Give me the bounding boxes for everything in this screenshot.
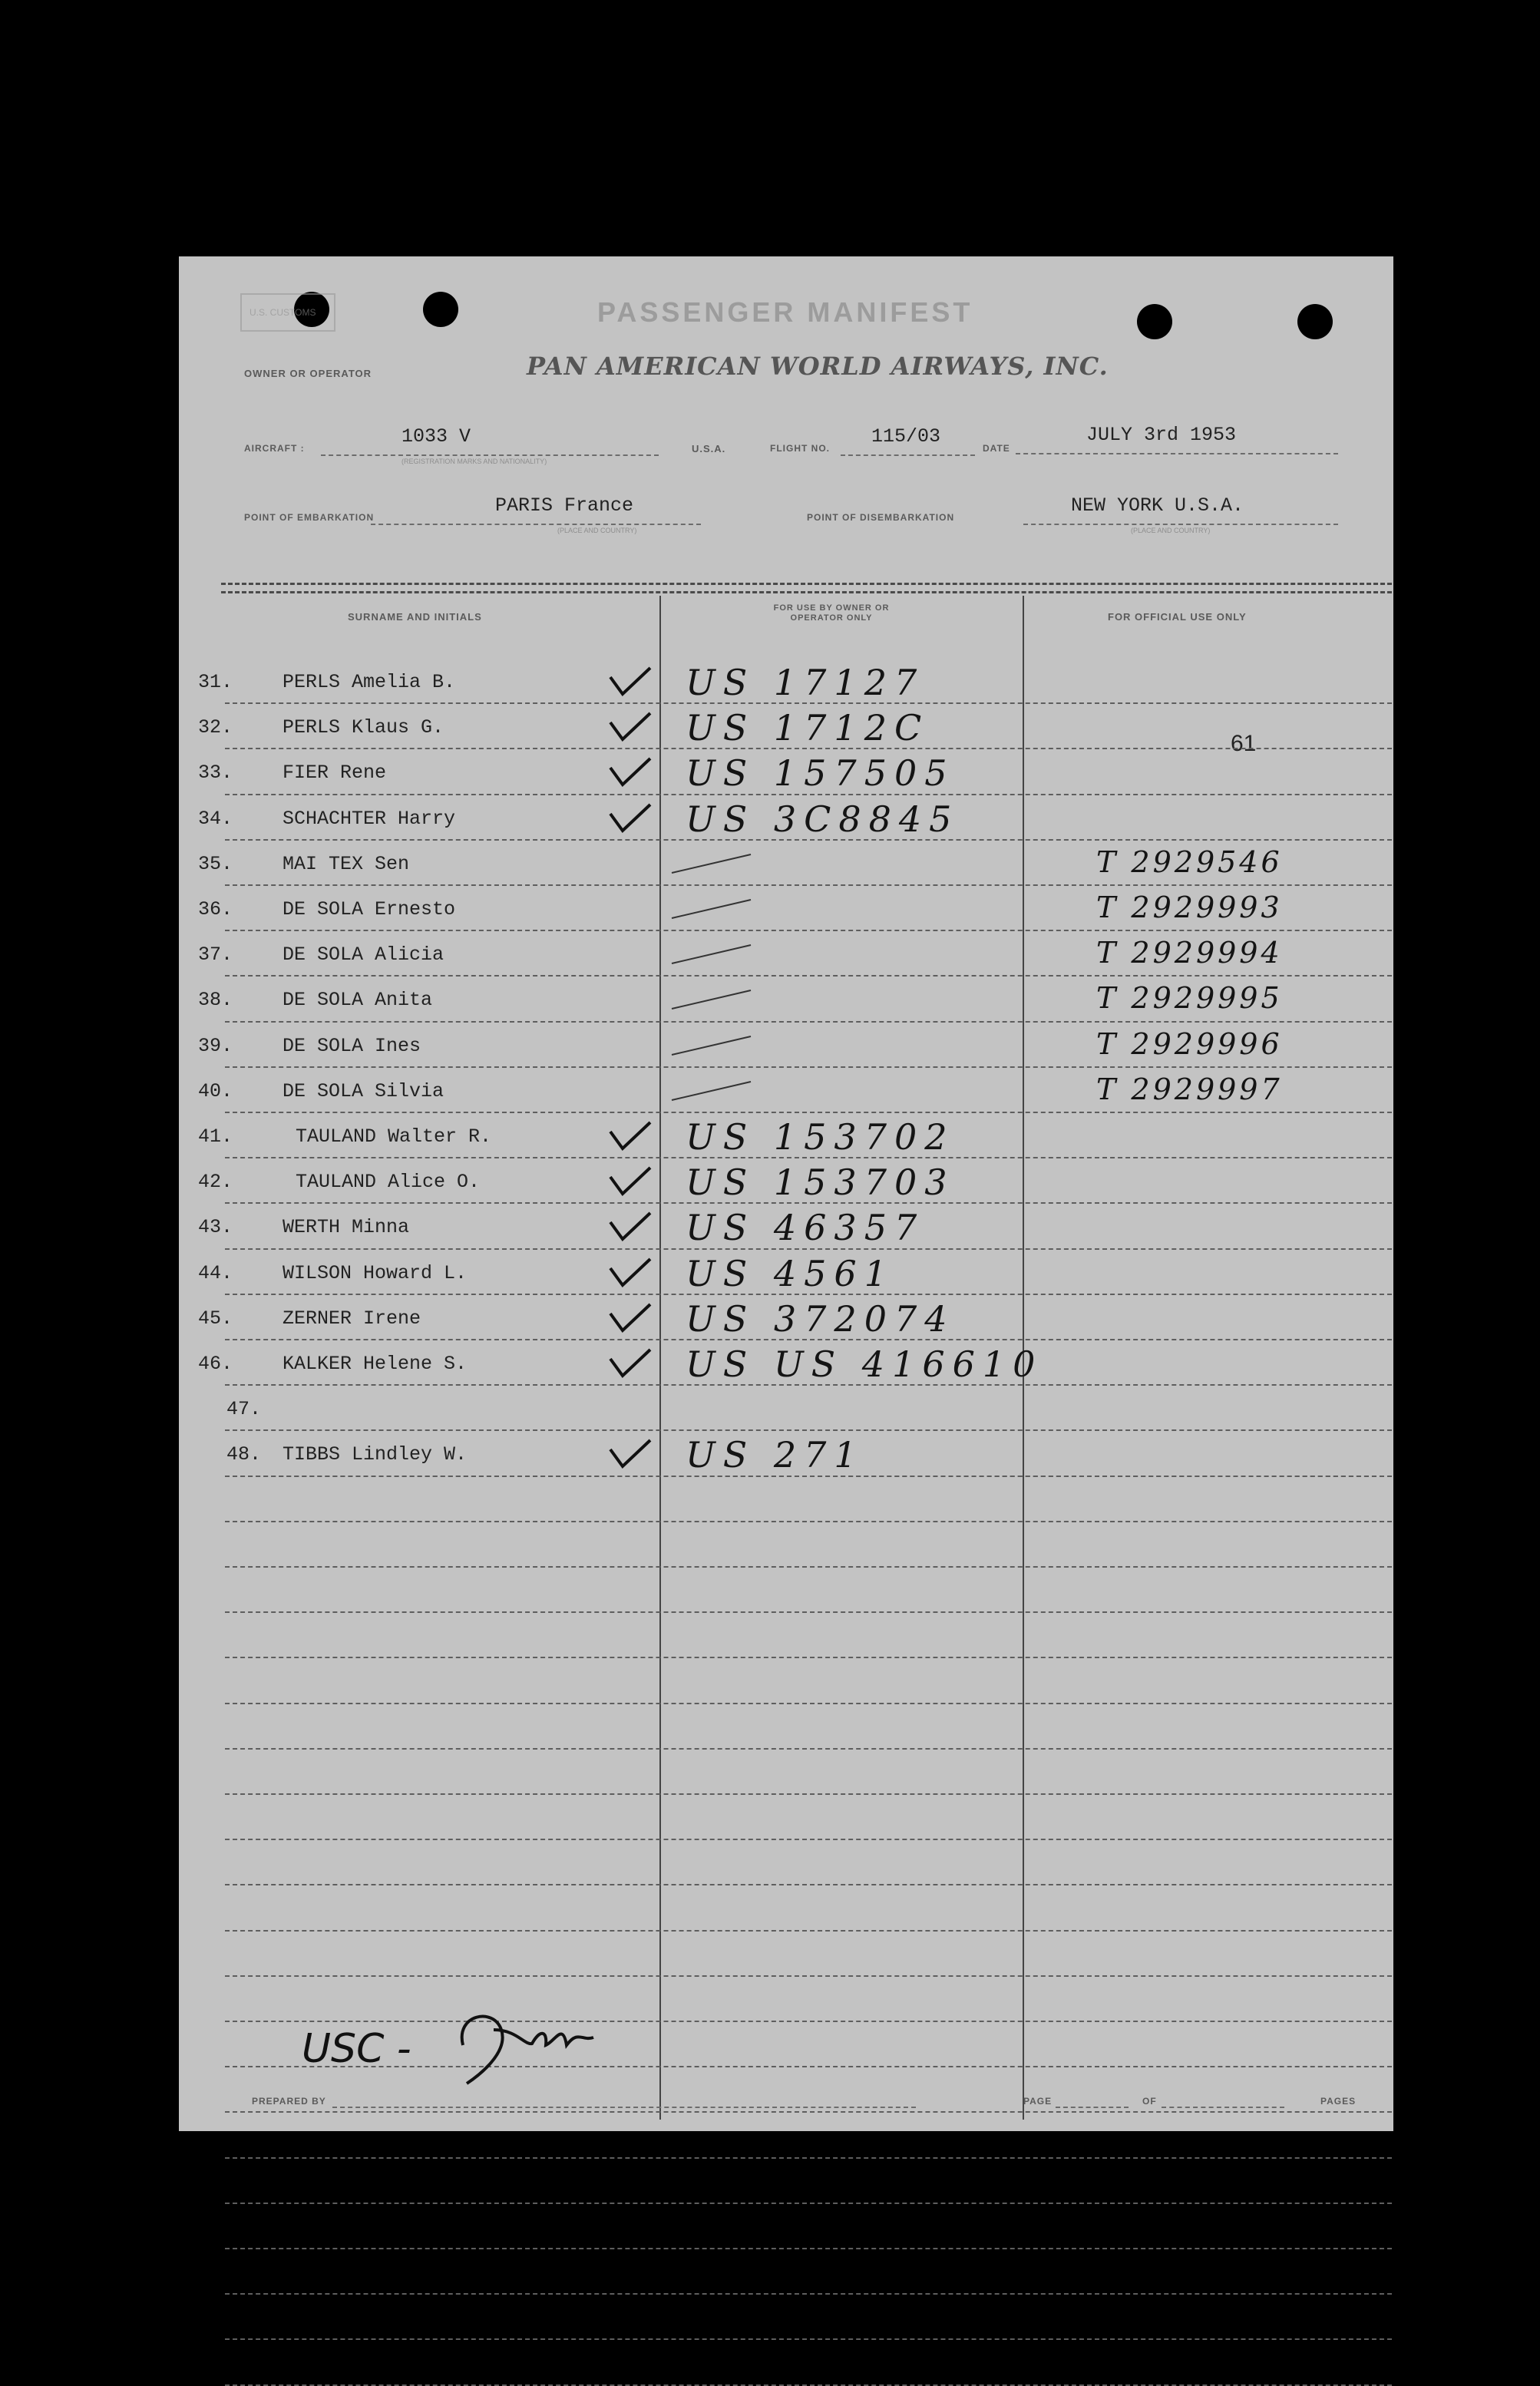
embark-label: POINT OF EMBARKATION <box>244 512 375 523</box>
owner-entry: US 271 <box>686 1434 864 1476</box>
empty-row-rule <box>225 1793 1392 1795</box>
table-row <box>179 980 1393 1025</box>
table-row <box>179 707 1393 752</box>
passenger-name: DE SOLA Silvia <box>283 1079 444 1102</box>
empty-row-rule <box>225 1930 1392 1932</box>
column-header-surname: SURNAME AND INITIALS <box>348 611 482 623</box>
table-row <box>179 1434 1393 1479</box>
aircraft-sub: (REGISTRATION MARKS AND NATIONALITY) <box>402 458 547 465</box>
of-label: OF <box>1142 2096 1157 2107</box>
flight-value: 115/03 <box>871 425 941 448</box>
passenger-name: WERTH Minna <box>283 1216 410 1239</box>
table-row <box>179 798 1393 844</box>
page-count-note: 61 <box>1231 731 1257 756</box>
aircraft-value: 1033 V <box>402 425 471 448</box>
owner-entry: US 4561 <box>686 1252 894 1294</box>
column-header-official: FOR OFFICIAL USE ONLY <box>1108 611 1247 623</box>
owner-entry: US US 416610 <box>686 1343 1043 1385</box>
empty-row-rule <box>225 1884 1392 1885</box>
passenger-name: FIER Rene <box>283 762 387 785</box>
empty-row-rule <box>225 2293 1392 2295</box>
passenger-name: PERLS Klaus G. <box>283 716 444 739</box>
aircraft-underline <box>321 454 659 456</box>
row-number: 47. <box>226 1398 262 1421</box>
row-number: 38. <box>198 989 233 1012</box>
row-number: 35. <box>198 852 233 875</box>
embark-value: PARIS France <box>495 494 634 517</box>
check-mark-icon <box>609 1439 652 1469</box>
empty-row-rule <box>225 2248 1392 2249</box>
table-row <box>179 1298 1393 1343</box>
row-number: 42. <box>198 1171 233 1194</box>
empty-row-rule <box>225 1975 1392 1977</box>
table-row <box>179 1389 1393 1434</box>
flight-underline <box>841 454 975 456</box>
check-mark-icon <box>609 1257 652 1288</box>
slash-mark-icon <box>670 897 755 920</box>
date-label: DATE <box>983 443 1010 454</box>
prepared-underline <box>332 2107 916 2108</box>
disembark-underline <box>1023 524 1338 525</box>
owner-label: OWNER OR OPERATOR <box>244 368 372 379</box>
passenger-name: ZERNER Irene <box>283 1307 421 1330</box>
table-top-rule-2 <box>221 591 1392 593</box>
empty-row-rule <box>225 1748 1392 1750</box>
passenger-name: DE SOLA Ines <box>283 1034 421 1057</box>
check-mark-icon <box>609 666 652 697</box>
disembark-value: NEW YORK U.S.A. <box>1071 494 1244 517</box>
table-row <box>179 1026 1393 1071</box>
owner-entry: US 17127 <box>686 662 925 703</box>
slash-mark-icon <box>670 1079 755 1102</box>
passenger-name: TAULAND Alice O. <box>296 1171 481 1194</box>
table-row <box>179 844 1393 889</box>
row-number: 39. <box>198 1034 233 1057</box>
official-entry: T 2929546 <box>1096 844 1283 879</box>
aircraft-label: AIRCRAFT : <box>244 443 305 454</box>
signature-drawing <box>302 1999 624 2091</box>
table-row <box>179 1253 1393 1298</box>
passenger-name: MAI TEX Sen <box>283 852 410 875</box>
row-number: 45. <box>198 1307 233 1330</box>
owner-entry: US 153703 <box>686 1162 955 1204</box>
passenger-name: DE SOLA Ernesto <box>283 898 456 920</box>
punch-hole-far-right <box>1297 304 1333 339</box>
flight-label: FLIGHT NO. <box>770 443 830 454</box>
passenger-name: TIBBS Lindley W. <box>283 1443 468 1466</box>
empty-row-rule <box>225 1566 1392 1568</box>
check-mark-icon <box>609 757 652 788</box>
check-mark-icon <box>609 712 652 742</box>
prepared-label: PREPARED BY <box>252 2096 326 2107</box>
check-mark-icon <box>609 1348 652 1379</box>
punch-hole-right <box>1137 304 1172 339</box>
row-number: 41. <box>198 1125 233 1148</box>
slash-mark-icon <box>670 987 755 1010</box>
table-top-rule-1 <box>221 583 1392 585</box>
slash-mark-icon <box>670 1033 755 1056</box>
passenger-name: SCHACHTER Harry <box>283 807 456 830</box>
owner-value: PAN AMERICAN WORLD AIRWAYS, INC. <box>527 352 1109 381</box>
disembark-sub: (PLACE AND COUNTRY) <box>1131 527 1211 534</box>
check-mark-icon <box>609 1211 652 1242</box>
official-entry: T 2929994 <box>1096 936 1283 970</box>
check-mark-icon <box>609 1166 652 1197</box>
row-number: 34. <box>198 807 233 830</box>
row-number: 48. <box>226 1443 262 1466</box>
row-number: 40. <box>198 1079 233 1102</box>
passenger-name: DE SOLA Alicia <box>283 943 444 967</box>
passenger-name: TAULAND Walter R. <box>296 1125 492 1148</box>
passenger-name: PERLS Amelia B. <box>283 671 456 693</box>
table-row <box>179 752 1393 798</box>
check-mark-icon <box>609 1303 652 1333</box>
date-value: JULY 3rd 1953 <box>1086 424 1237 446</box>
empty-row-rule <box>225 1611 1392 1613</box>
owner-entry: US 157505 <box>686 752 955 795</box>
row-number: 46. <box>198 1353 233 1375</box>
official-entry: T 2929993 <box>1096 891 1283 924</box>
empty-row-rule <box>225 2111 1392 2113</box>
table-row <box>179 1116 1393 1162</box>
owner-entry: US 46357 <box>686 1207 925 1249</box>
owner-entry: US 372074 <box>686 1297 955 1340</box>
check-mark-icon <box>609 1121 652 1152</box>
official-entry: T 2929995 <box>1096 981 1283 1016</box>
punch-hole-center <box>423 292 458 327</box>
slash-mark-icon <box>670 942 755 965</box>
row-number: 33. <box>198 762 233 785</box>
usa-label: U.S.A. <box>692 443 726 454</box>
row-number: 31. <box>198 671 233 693</box>
table-row <box>179 889 1393 934</box>
embark-sub: (PLACE AND COUNTRY) <box>557 527 637 534</box>
check-mark-icon <box>609 803 652 834</box>
owner-entry: US 3C8845 <box>686 798 960 840</box>
official-entry: T 2929997 <box>1096 1072 1283 1106</box>
customs-stamp-text: U.S. CUSTOMS <box>250 307 316 318</box>
embark-underline <box>371 524 701 525</box>
empty-row-rule <box>225 2384 1392 2386</box>
table-row <box>179 1071 1393 1116</box>
table-row <box>179 1343 1393 1389</box>
svg-text:USC -: USC - <box>302 2026 411 2072</box>
table-row <box>179 934 1393 980</box>
row-number: 44. <box>198 1261 233 1284</box>
empty-row-rule <box>225 1703 1392 1704</box>
empty-row-rule <box>225 2338 1392 2340</box>
slash-mark-icon <box>670 851 755 874</box>
page-underline <box>1056 2107 1129 2108</box>
empty-row-rule <box>225 1476 1392 1477</box>
table-row <box>179 1162 1393 1207</box>
table-row <box>179 1207 1393 1252</box>
table-row <box>179 662 1393 707</box>
date-underline <box>1016 453 1338 454</box>
row-number: 37. <box>198 943 233 967</box>
page-label: PAGE <box>1023 2096 1053 2107</box>
passenger-name: DE SOLA Anita <box>283 989 433 1012</box>
row-number: 36. <box>198 898 233 920</box>
row-number: 32. <box>198 716 233 739</box>
manifest-sheet <box>179 256 1393 2131</box>
empty-row-rule <box>225 1657 1392 1658</box>
row-number: 43. <box>198 1216 233 1239</box>
customs-stamp <box>240 293 335 332</box>
disembark-label: POINT OF DISEMBARKATION <box>807 512 955 523</box>
passenger-name: KALKER Helene S. <box>283 1353 468 1375</box>
empty-row-rule <box>225 1839 1392 1840</box>
pages-label: PAGES <box>1320 2096 1357 2107</box>
owner-entry: US 153702 <box>686 1116 955 1158</box>
column-header-owner-use: FOR USE BY OWNER OR OPERATOR ONLY <box>773 603 890 623</box>
page-title: PASSENGER MANIFEST <box>597 296 973 328</box>
empty-row-rule <box>225 2203 1392 2204</box>
passenger-name: WILSON Howard L. <box>283 1261 468 1284</box>
empty-row-rule <box>225 1521 1392 1522</box>
of-underline <box>1162 2107 1284 2108</box>
official-entry: T 2929996 <box>1096 1026 1283 1061</box>
signature <box>302 1999 624 2091</box>
empty-row-rule <box>225 2157 1392 2159</box>
owner-entry: US 1712C <box>686 707 930 749</box>
